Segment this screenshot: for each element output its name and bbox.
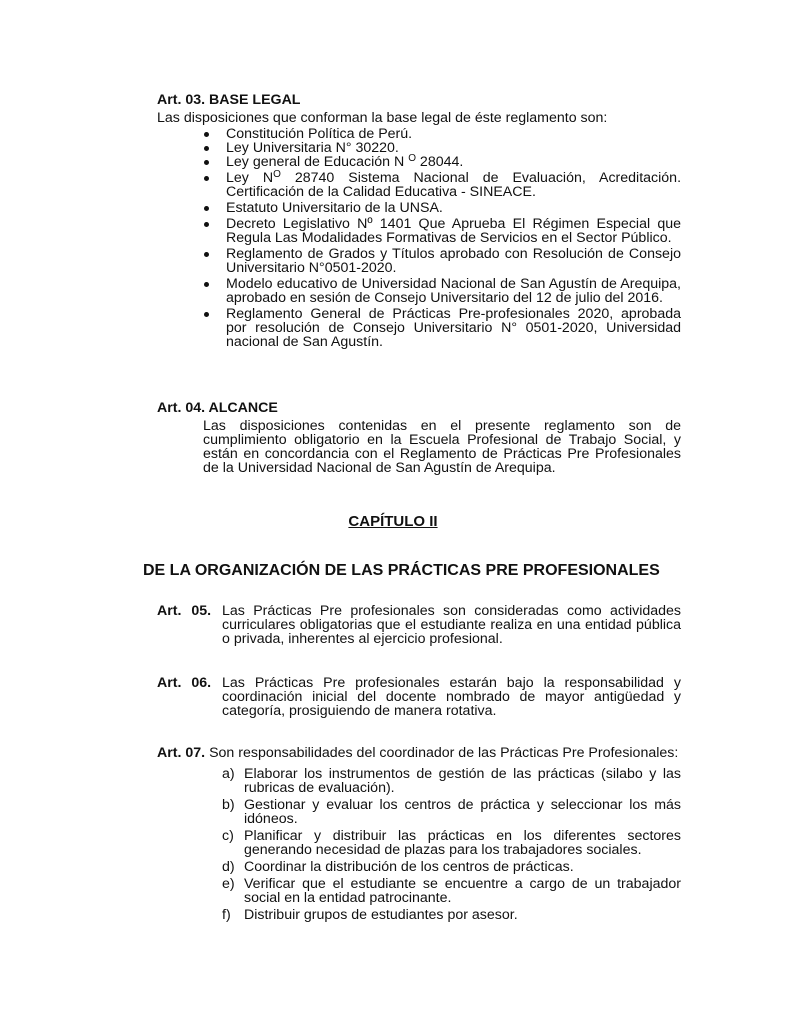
art03-heading: Art. 03. BASE LEGAL — [157, 92, 301, 108]
art07-heading — [157, 746, 697, 760]
list-item: c) Planificar y distribuir las prácticas en los diferentes sectores generando necesidad de plazas para los trabajadores sociales. — [222, 828, 681, 858]
list-item: Estatuto Universitario de la UNSA. — [157, 201, 681, 215]
art05-body: Las Prácticas Pre profesionales son consideradas como actividades curriculares obligatorias que el estudiante realiza en una entidad pública o privada, inherentes al ejercicio profesional. — [222, 603, 681, 647]
list-item: d) Coordinar la distribución de los centros de prácticas. — [222, 859, 574, 875]
chapter-title: CAPÍTULO II — [348, 513, 438, 530]
art05-label: Art. 05. — [157, 603, 212, 619]
list-item: b) Gestionar y evaluar los centros de práctica y seleccionar los más idóneos. — [222, 797, 681, 827]
list-item: Decreto Legislativo Nº 1401 Que Aprueba El Régimen Especial que Regula Las Modalidades Formativas de Servicios en el Sector Público. — [157, 217, 681, 245]
art07-label: Art. 07. — [157, 745, 206, 761]
art04-body: Las disposiciones contenidas en el presente reglamento son de cumplimiento obligatorio en la Escuela Profesional de Trabajo Social, y están en concordancia con el Reglamento de Prácticas Pre Profesionales de la Universidad Nacional de San Agustín de Arequipa. — [203, 418, 681, 476]
art03-intro: Las disposiciones que conforman la base legal de éste reglamento son: — [157, 110, 608, 126]
art07-responsibilities-list — [222, 767, 681, 922]
art06-body: Las Prácticas Pre profesionales estarán bajo la responsabilidad y coordinación inicial del docente nombrado de mayor antigüedad y categoría, prosiguiendo de manera rotativa. — [222, 675, 681, 719]
list-item: Ley $N^O$ 28740 Sistema Nacional de Evaluación, Acreditación. Certificación de la Calidad Educativa - SINEACE. — [157, 171, 681, 199]
bullet-icon — [204, 252, 209, 257]
bullet-icon — [204, 160, 209, 165]
list-item: e) Verificar que el estudiante se encuentre a cargo de un trabajador social en la entidad patrocinante. — [222, 876, 681, 906]
list-item: Reglamento de Grados y Títulos aprobado con Resolución de Consejo Universitario N°0501-2020. — [157, 247, 681, 275]
bullet-icon — [204, 146, 209, 151]
section-title: DE LA ORGANIZACIÓN DE LAS PRÁCTICAS PRE PROFESIONALES — [143, 562, 660, 579]
bullet-icon — [204, 206, 209, 211]
art07-intro: Son responsabilidades del coordinador de las Prácticas Pre Profesionales: — [209, 745, 679, 761]
list-item: f) Distribuir grupos de estudiantes por asesor. — [222, 907, 518, 923]
list-item: Modelo educativo de Universidad Nacional de San Agustín de Arequipa, aprobado en sesión de Consejo Universitario del 12 de julio del 2016. — [157, 277, 681, 305]
art05 — [157, 604, 681, 646]
art04-heading: Art. 04. ALCANCE — [157, 400, 278, 416]
list-item: a) Elaborar los instrumentos de gestión de las prácticas (silabo y las rubricas de evaluación). — [222, 766, 681, 796]
bullet-icon — [204, 282, 209, 287]
list-item: Ley general de Educación N $^O$ 28044. — [157, 155, 681, 169]
list-item: Ley Universitaria N° 30220. — [157, 141, 681, 155]
bullet-icon — [204, 222, 209, 227]
art03-legal-basis-list — [157, 127, 681, 349]
art06 — [157, 676, 681, 718]
bullet-icon — [204, 132, 209, 137]
bullet-icon — [204, 312, 209, 317]
list-item: Reglamento General de Prácticas Pre-profesionales 2020, aprobada por resolución de Consejo Universitario N° 0501-2020, Universidad nacional de San Agustín. — [157, 307, 681, 349]
list-item: Constitución Política de Perú. — [157, 127, 681, 141]
bullet-icon — [204, 176, 209, 181]
art06-label: Art. 06. — [157, 675, 212, 691]
